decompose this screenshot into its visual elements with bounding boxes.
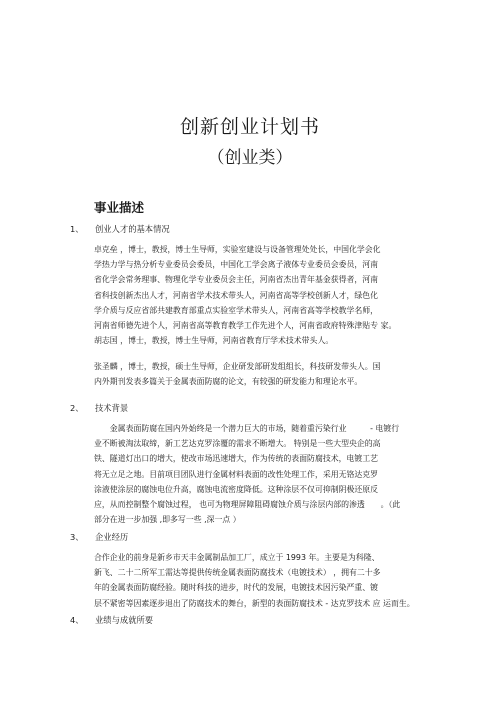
text-line: 新飞、二十二所军工需达等提供传统金属表面防腐技术（电镀技术） ，拥有二十多 bbox=[94, 568, 381, 578]
document-subtitle: （创业类） bbox=[207, 148, 293, 168]
heading-number: 4、 bbox=[70, 615, 84, 625]
text-line: 合作企业的前身是新乡市天丰金属制品加工厂，成立于 1993 年。主要是为科隆、 bbox=[94, 553, 380, 562]
text-line: 应，从而控制整个腐蚀过程， 也可为物理屏障阻碍腐蚀介质与涂层内部的渗透 。（此 bbox=[94, 499, 401, 509]
text-line: 涂液使涂层的腐蚀电位升高，腐蚀电流密度降低。这种涂层不仅可抑制阴极还原反 bbox=[94, 484, 379, 494]
text-line: 铁、隧道灯出口的增大，使改市场迅速增大，作为传统的表面防腐技术，电镀工艺 bbox=[94, 454, 379, 464]
text-line: 省科技创新杰出人才，河南省学术技术带头人，河南省高等学校创新人才，绿色化 bbox=[94, 290, 379, 300]
text-line: 学介质与反应省部共建教育部重点实验室学术带头人，河南省高等学校教学名师， bbox=[94, 305, 379, 315]
heading-number: 1、 bbox=[70, 224, 84, 234]
text-line: 张圣麟 ，博士，教授，硕士生导师，企业研发部研发组组长，科技研发带头人。国 bbox=[94, 362, 381, 371]
text-line: 年的金属表面防腐经验。随时科技的进步，时代的发展，电镀技术因污染严重、镀 bbox=[94, 583, 379, 593]
heading-achievements bbox=[70, 614, 153, 626]
paragraph-zhang bbox=[94, 359, 381, 389]
paragraph-tech bbox=[94, 421, 400, 527]
text-line: 卓克垒 ，博士，教授，博士生导师，实验室建设与设备管理处处长，中国化学会化 bbox=[94, 245, 381, 254]
heading-tech-background bbox=[70, 402, 128, 414]
heading-number: 2、 bbox=[70, 403, 84, 413]
heading-text: 业绩与成就所要 bbox=[95, 615, 154, 625]
text-line: 胡志国 ，博士，教授，博士生导师，河南省教育厅学术技术带头人。 bbox=[94, 336, 334, 345]
paragraph-zhuo bbox=[94, 242, 396, 333]
section-title: 事业描述 bbox=[94, 200, 145, 215]
heading-company-history bbox=[70, 531, 128, 543]
text-line: 金属表面防腐在国内外始终是一个潜力巨大的市场，随着重污染行业 - 电镀行 bbox=[94, 424, 400, 433]
paragraph-hu bbox=[94, 333, 333, 348]
text-line: 业不断被淘汰取缔，新工艺达克罗涂覆的需求不断增大。 特别是一些大型央企的高 bbox=[94, 439, 381, 449]
document-title: 创新创业计划书 bbox=[179, 116, 320, 138]
text-line: 部分在进一步加强 ,即多写一些 ,深一点 ） bbox=[94, 515, 241, 525]
text-line: 省化学会常务理事、物理化学专业委员会主任，河南省杰出青年基金获得者，河南 bbox=[94, 275, 379, 285]
heading-talent bbox=[70, 223, 170, 235]
text-line: 学热力学与热分析专业委员会委员，中国化工学会离子液体专业委员会委员，河南 bbox=[94, 260, 379, 270]
heading-text: 创业人才的基本情况 bbox=[95, 224, 170, 234]
paragraph-company bbox=[94, 550, 415, 611]
text-line: 河南省师德先进个人，河南省高等教育教学工作先进个人，河南省政府特殊津贴专 家。 bbox=[94, 320, 397, 330]
heading-number: 3、 bbox=[70, 532, 84, 542]
heading-text: 企业经历 bbox=[95, 532, 129, 542]
text-line: 内外期刊发表多篇关于金属表面防腐的论文，有较强的研发能力和理论水平。 bbox=[94, 377, 363, 387]
text-line: 将无立足之地。目前项目团队进行金属材料表面的改性处理工作，采用无铬达克罗 bbox=[94, 469, 379, 479]
text-line: 层不紧密等因素逐步退出了防腐技术的舞台，新型的表面防腐技术 - 达克罗技术 应 运而生。 bbox=[94, 598, 415, 608]
heading-text: 技术背景 bbox=[95, 403, 129, 413]
